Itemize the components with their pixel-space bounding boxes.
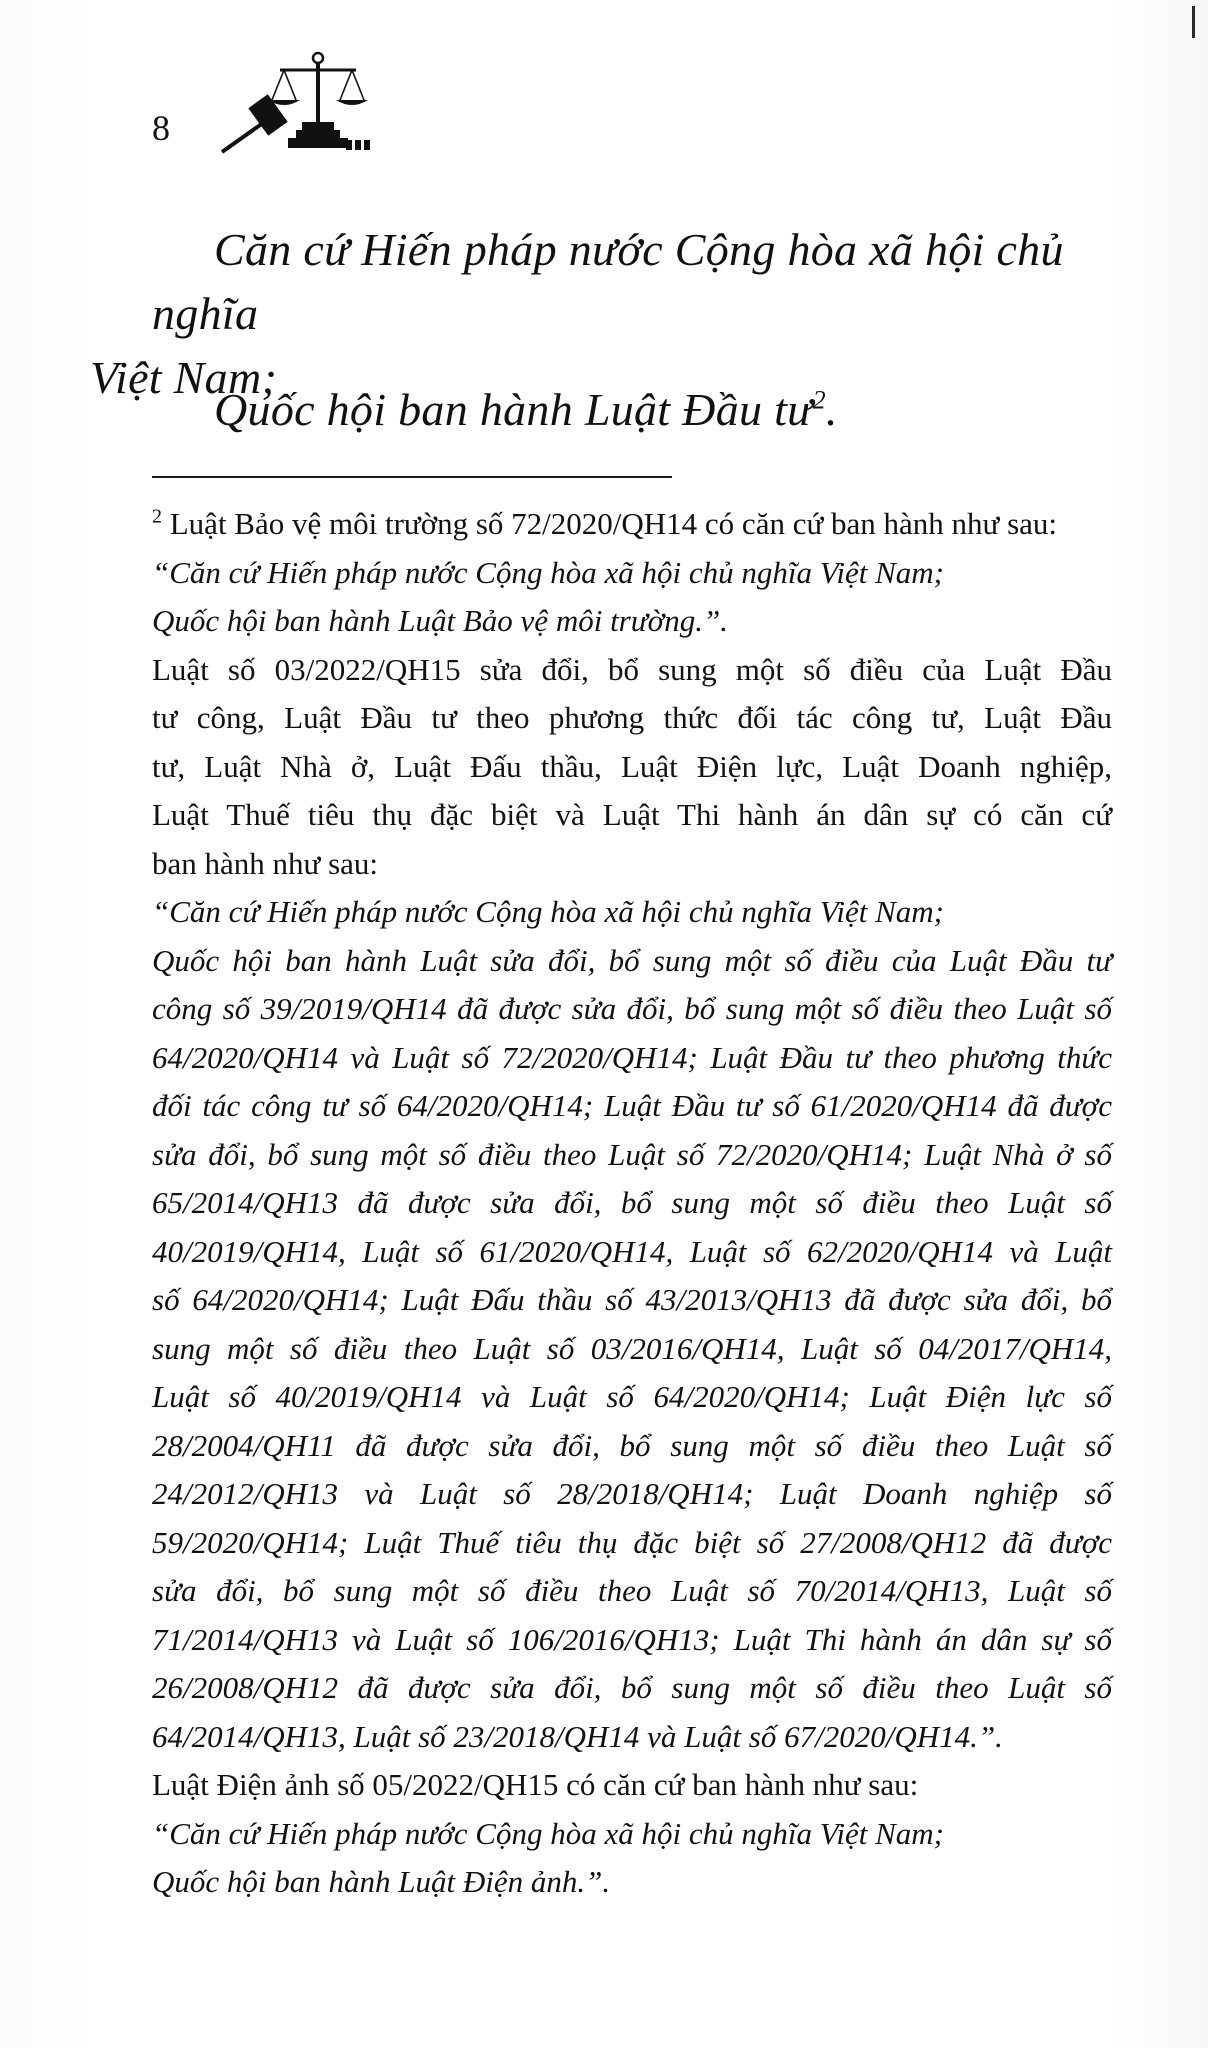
footnote-line: Quốc hội ban hành Luật sửa đổi, bổ sung một số điều của Luật Đầu tư (152, 942, 1112, 978)
footnote-line-text: Luật Bảo vệ môi trường số 72/2020/QH14 có căn cứ ban hành như sau: (162, 506, 1058, 541)
footnote-line: 28/2004/QH11 đã được sửa đổi, bổ sung một số điều theo Luật số (152, 1427, 1112, 1463)
footnote-line: 64/2014/QH13, Luật số 23/2018/QH14 và Luật số 67/2020/QH14.”. (152, 1718, 1003, 1754)
footnote-reference[interactable]: 2 (812, 385, 826, 415)
page-edge-mark (1192, 6, 1195, 38)
footnote-line: sửa đổi, bổ sung một số điều theo Luật số 72/2020/QH14; Luật Nhà ở số (152, 1136, 1112, 1172)
footnote-line: số 64/2020/QH14; Luật Đấu thầu số 43/2013/QH13 đã được sửa đổi, bổ (152, 1282, 1112, 1317)
footnote-line: Luật Điện ảnh số 05/2022/QH15 có căn cứ ban hành như sau: (152, 1767, 919, 1802)
footnote-line: “Căn cứ Hiến pháp nước Cộng hòa xã hội chủ nghĩa Việt Nam; (152, 554, 944, 590)
footnote-line: công số 39/2019/QH14 đã được sửa đổi, bổ sung một số điều theo Luật số (152, 991, 1112, 1026)
footnote-line: 24/2012/QH13 và Luật số 28/2018/QH14; Luật Doanh nghiệp số (152, 1476, 1112, 1511)
preamble-line-1: Căn cứ Hiến pháp nước Cộng hòa xã hội chủ nghĩa (152, 224, 1064, 339)
footnote-line: “Căn cứ Hiến pháp nước Cộng hòa xã hội chủ nghĩa Việt Nam; (152, 894, 944, 929)
footnote-line: ban hành như sau: (152, 845, 379, 881)
footnote-marker: 2 (152, 505, 162, 528)
footnote-line: tư, Luật Nhà ở, Luật Đấu thầu, Luật Điện lực, Luật Doanh nghiệp, (152, 748, 1112, 784)
footnote-line: “Căn cứ Hiến pháp nước Cộng hòa xã hội chủ nghĩa Việt Nam; (152, 1815, 944, 1851)
footnote-line: Quốc hội ban hành Luật Bảo vệ môi trường.”. (152, 603, 728, 638)
footnote-line: 64/2020/QH14 và Luật số 72/2020/QH14; Luật Đầu tư theo phương thức (152, 1039, 1112, 1075)
footnote-line (152, 500, 1112, 549)
scales-and-gavel-icon (218, 46, 378, 156)
footnote-line: sung một số điều theo Luật số 03/2016/QH14, Luật số 04/2017/QH14, (152, 1330, 1112, 1366)
preamble-line-1-continued: Việt Nam; (90, 352, 278, 403)
footnote-line: 65/2014/QH13 đã được sửa đổi, bổ sung một số điều theo Luật số (152, 1185, 1112, 1220)
preamble-line-2: Quốc hội ban hành Luật Đầu tư (214, 384, 813, 435)
page-number: 8 (152, 108, 170, 148)
preamble-enactment (214, 378, 1174, 442)
footnote-line: Luật số 40/2019/QH14 và Luật số 64/2020/QH14; Luật Điện lực số (152, 1379, 1112, 1414)
footnote-line: 71/2014/QH13 và Luật số 106/2016/QH13; Luật Thi hành án dân sự số (152, 1621, 1112, 1657)
preamble-line-2-end: . (825, 384, 838, 435)
footnote-line: đối tác công tư số 64/2020/QH14; Luật Đầu tư số 61/2020/QH14 đã được (152, 1088, 1112, 1123)
footnote-line: Luật số 03/2022/QH15 sửa đổi, bổ sung một số điều của Luật Đầu (152, 651, 1112, 687)
footnote-block (152, 500, 1112, 1907)
footnote-line: Quốc hội ban hành Luật Điện ảnh.”. (152, 1864, 611, 1899)
footnote-line: 26/2008/QH12 đã được sửa đổi, bổ sung một số điều theo Luật số (152, 1670, 1112, 1705)
footnote-line: sửa đổi, bổ sung một số điều theo Luật số 70/2014/QH13, Luật số (152, 1573, 1112, 1608)
footnote-line: Luật Thuế tiêu thụ đặc biệt và Luật Thi hành án dân sự có căn cứ (152, 797, 1112, 832)
footnote-separator (152, 476, 672, 478)
footnote-line: 40/2019/QH14, Luật số 61/2020/QH14, Luật số 62/2020/QH14 và Luật (152, 1233, 1112, 1269)
footnote-line: tư công, Luật Đầu tư theo phương thức đối tác công tư, Luật Đầu (152, 700, 1112, 735)
footnote-line: 59/2020/QH14; Luật Thuế tiêu thụ đặc biệt số 27/2008/QH12 đã được (152, 1524, 1112, 1560)
